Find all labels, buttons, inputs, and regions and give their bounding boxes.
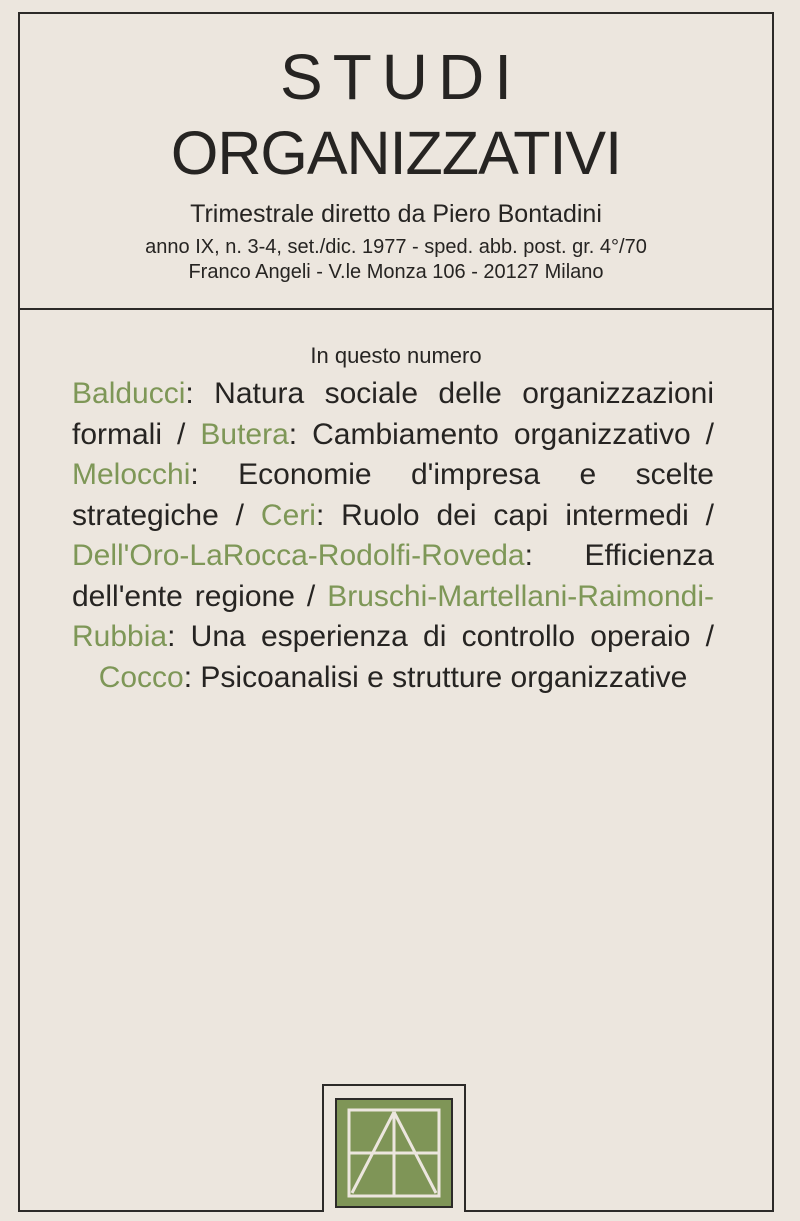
entry-separator: / [690,620,714,653]
entry-author: Dell'Oro-LaRocca-Rodolfi-Roveda [72,539,525,572]
entry-title: : Efficienza dell'ente regione [72,539,714,613]
entry-title: : Una esperienza di controllo operaio [167,620,691,653]
entry-author: Bruschi-Martellani-Raimondi-Rubbia [72,579,714,653]
entry-title: : Ruolo dei capi intermedi [315,498,689,532]
entry-separator: / [162,417,201,451]
entry-author: Cocco [98,660,184,694]
title-organizzativi: ORGANIZZATIVI [170,119,622,187]
entry-title: : Natura sociale delle organizzazioni formali [72,377,714,451]
entry-author: Butera [200,417,289,451]
contents-list [72,374,714,698]
subtitle-editor: Trimestrale diretto da Piero Bontadini [190,200,602,228]
publisher-monogram-icon-svg [337,1100,451,1206]
entry-separator: / [688,498,715,532]
publisher-monogram-icon [335,1098,453,1208]
entry-title: : Cambiamento organizzativo [288,417,691,451]
entry-title: : Psicoanalisi e strutture organizzative [183,660,688,694]
entry-separator: / [690,417,714,451]
issue-info: anno IX, n. 3-4, set./dic. 1977 - sped. abb. post. gr. 4°/70 [145,236,647,258]
entry-author: Ceri [260,498,316,532]
contents-intro: In questo numero [310,343,482,368]
entry-author: Balducci [72,377,186,410]
entry-separator: / [218,498,261,532]
entry-author: Melocchi [72,458,191,491]
title-studi: STUDI [280,41,522,113]
entry-title: : Economie d'impresa e scelte strategiche [72,458,714,532]
publisher-address: Franco Angeli - V.le Monza 106 - 20127 Milano [188,261,604,283]
entry-separator: / [294,579,328,613]
header-divider [18,308,774,310]
